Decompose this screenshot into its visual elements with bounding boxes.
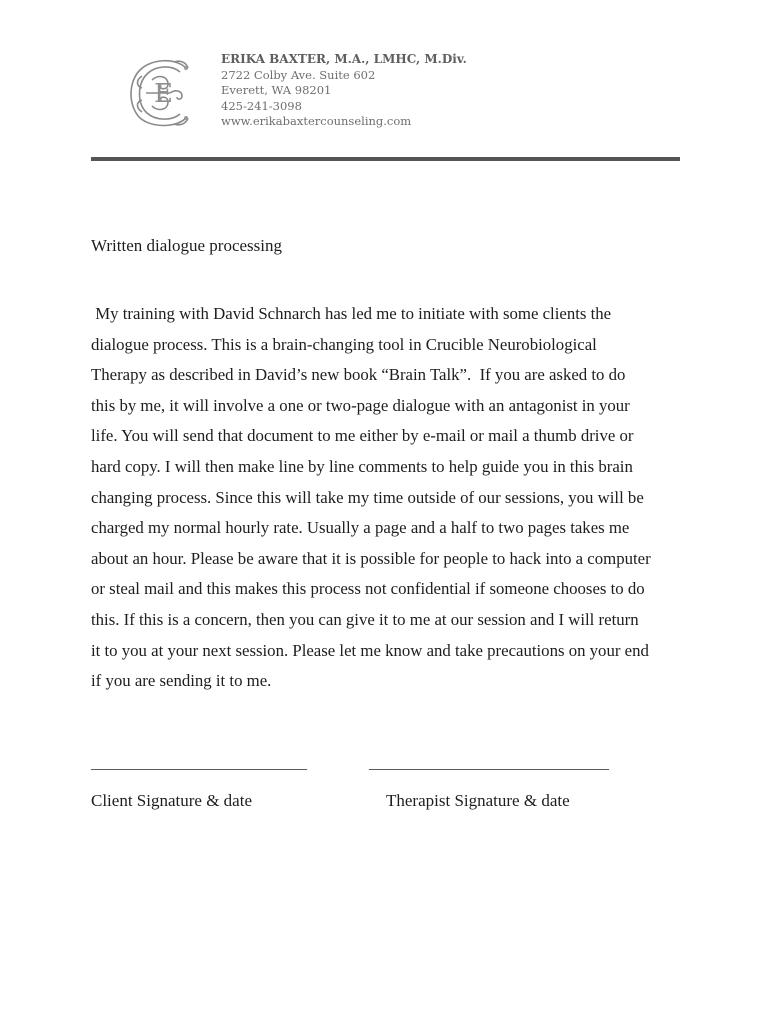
body-line: changing process. Since this will take my time outside of our sessions, you will be xyxy=(91,487,644,507)
practitioner-name: ERIKA BAXTER, M.A., LMHC, M.Div. xyxy=(221,52,467,66)
body-line: this. If this is a concern, then you can give it to me at our session and I will return xyxy=(91,609,639,629)
body-line: it to you at your next session. Please let me know and take precautions on your end xyxy=(91,640,649,660)
client-signature-line[interactable]: ___________________________ xyxy=(91,755,307,772)
body-line: this by me, it will involve a one or two-page dialogue with an antagonist in your xyxy=(91,395,630,415)
body-line: if you are sending it to me. xyxy=(91,671,272,691)
phone-number: 425-241-3098 xyxy=(221,98,302,113)
body-line: Therapy as described in David’s new book “Brain Talk”. If you are asked to do xyxy=(91,365,626,385)
ornate-e-monogram-icon xyxy=(124,56,198,130)
client-signature-label: Client Signature & date xyxy=(91,791,252,810)
address-line-1: 2722 Colby Ave. Suite 602 xyxy=(221,67,376,82)
body-line: My training with David Schnarch has led me to initiate with some clients the xyxy=(91,304,612,323)
website-link[interactable]: www.erikabaxtercounseling.com xyxy=(221,114,412,128)
therapist-signature-line[interactable]: ______________________________ xyxy=(369,755,609,772)
address-line-2: Everett, WA 98201 xyxy=(221,83,332,97)
letterhead-logo xyxy=(124,56,198,130)
letterhead-contact xyxy=(221,52,467,130)
body-line: or steal mail and this makes this process not confidential if someone chooses to do xyxy=(91,579,645,599)
document-title: Written dialogue processing xyxy=(91,236,282,255)
header-divider xyxy=(91,157,680,161)
body-line: dialogue process. This is a brain-changing tool in Crucible Neurobiological xyxy=(91,334,597,354)
body-line: life. You will send that document to me either by e-mail or mail a thumb drive or xyxy=(91,426,634,446)
logo-letter: E xyxy=(154,79,173,109)
body-line: charged my normal hourly rate. Usually a page and a half to two pages takes me xyxy=(91,518,630,538)
document-body xyxy=(91,299,691,697)
therapist-signature-label: Therapist Signature & date xyxy=(386,791,570,810)
body-line: about an hour. Please be aware that it is possible for people to hack into a computer xyxy=(91,548,651,568)
body-line: hard copy. I will then make line by line comments to help guide you in this brain xyxy=(91,456,633,476)
